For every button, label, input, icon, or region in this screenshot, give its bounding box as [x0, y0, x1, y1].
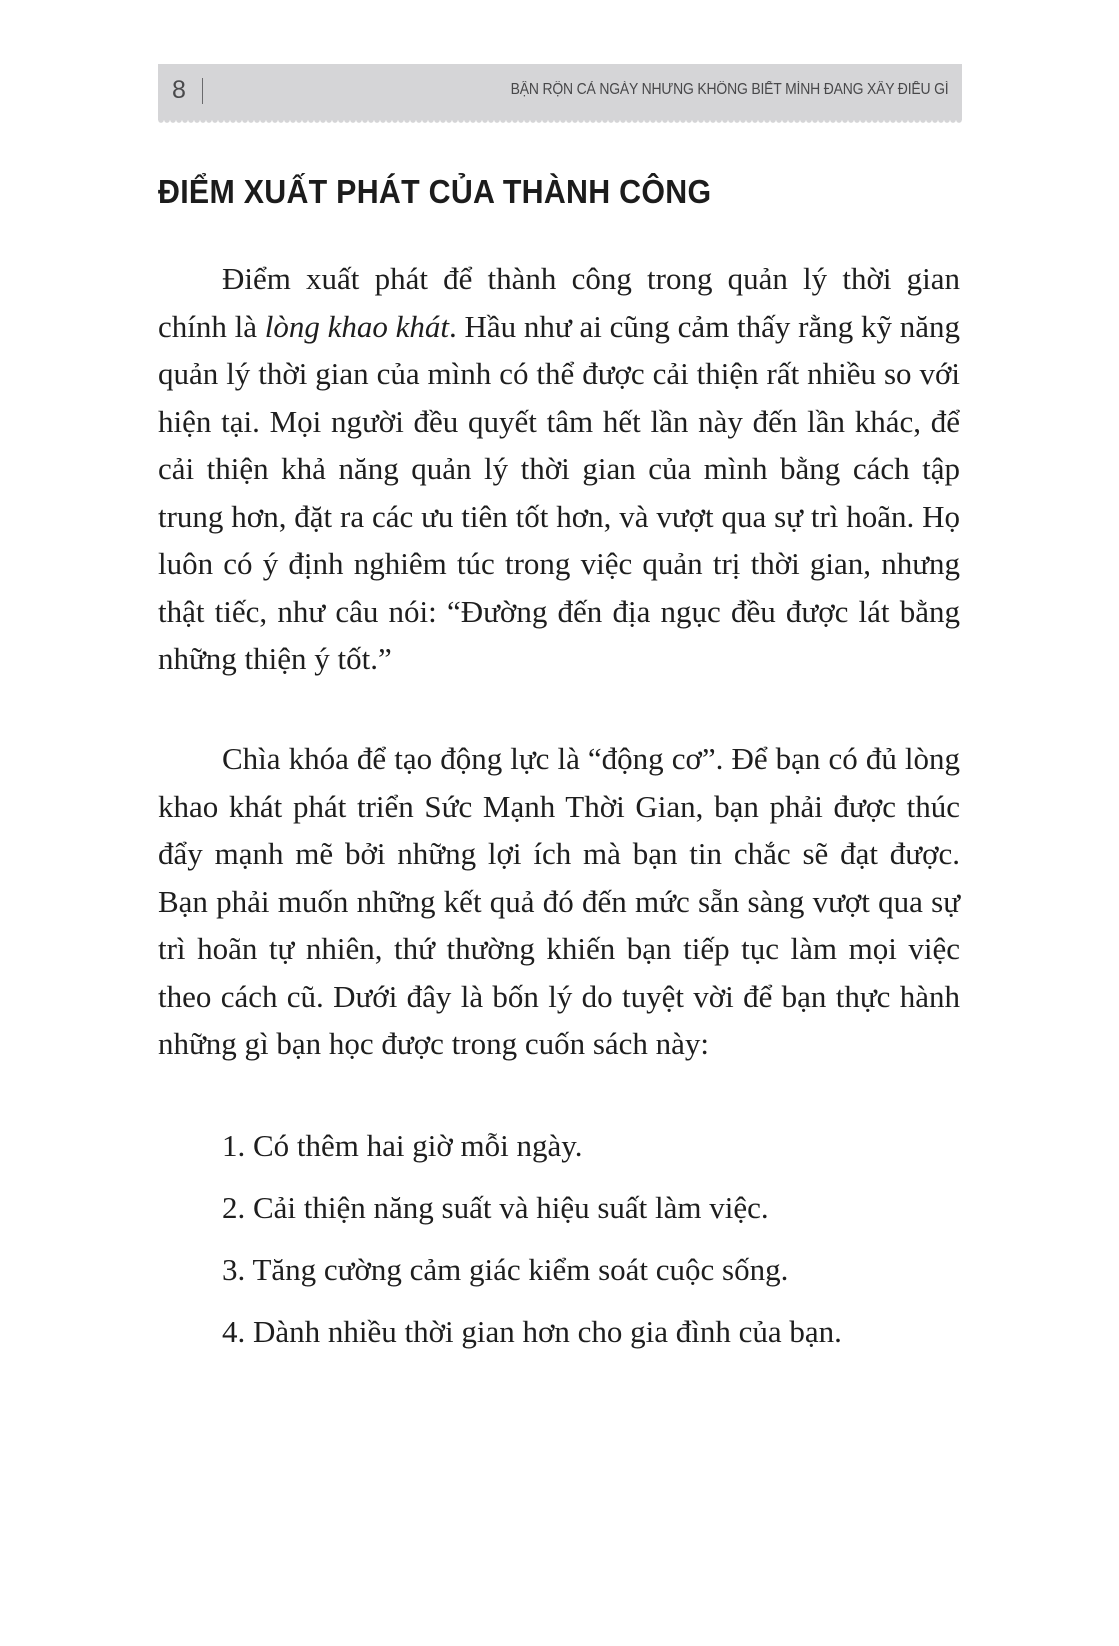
paragraph-intro-text-start: Điểm xuất phát để thành công trong quản lý thời gian chính là: [158, 261, 960, 344]
list-item: 4. Dành nhiều thời gian hơn cho gia đình của bạn.: [222, 1314, 842, 1349]
list-item: 1. Có thêm hai giờ mỗi ngày.: [222, 1128, 583, 1163]
chapter-heading: ĐIỂM XUẤT PHÁT CỦA THÀNH CÔNG: [158, 173, 712, 210]
header-divider: [202, 78, 203, 104]
paragraph-intro: [158, 255, 960, 683]
paragraph-intro-text-end: . Hầu như ai cũng cảm thấy rằng kỹ năng quản lý thời gian của mình có thể được cải thiện rất nhiều so với hiện tại. Mọi người đều quyết tâm hết lần này đến lần khác, để cải thiện khả năng quản lý thời gian của mình bằng cách tập trung hơn, đặt ra các ưu tiên tốt hơn, và vượt qua sự trì hoãn. Họ luôn có ý định nghiêm túc trong việc quản trị thời gian, nhưng thật tiếc, như câu nói: “Đường đến địa ngục đều được lát bằng những thiện ý tốt.”: [158, 308, 960, 676]
paragraph-motivation: Chìa khóa để tạo động lực là “động cơ”. Để bạn có đủ lòng khao khát phát triển Sức Mạnh Thời Gian, bạn phải được thúc đẩy mạnh mẽ bởi những lợi ích mà bạn tin chắc sẽ đạt được. Bạn phải muốn những kết quả đó đến mức sẵn sàng vượt qua sự trì hoãn tự nhiên, thứ thường khiến bạn tiếp tục làm mọi việc theo cách cũ. Dưới đây là bốn lý do tuyệt vời để bạn thực hành những gì bạn học được trong cuốn sách này:: [158, 741, 960, 1061]
reasons-list: [222, 1122, 842, 1370]
running-header: [158, 64, 962, 120]
list-item: 2. Cải thiện năng suất và hiệu suất làm việc.: [222, 1190, 769, 1225]
page-number: 8: [172, 76, 187, 104]
list-item: 3. Tăng cường cảm giác kiểm soát cuộc sống.: [222, 1252, 789, 1287]
book-title: BẬN RỘN CẢ NGÀY NHƯNG KHÔNG BIẾT MÌNH ĐANG XÂY ĐIỀU GÌ: [510, 81, 948, 98]
emphasis-longing: lòng khao khát: [264, 308, 450, 344]
